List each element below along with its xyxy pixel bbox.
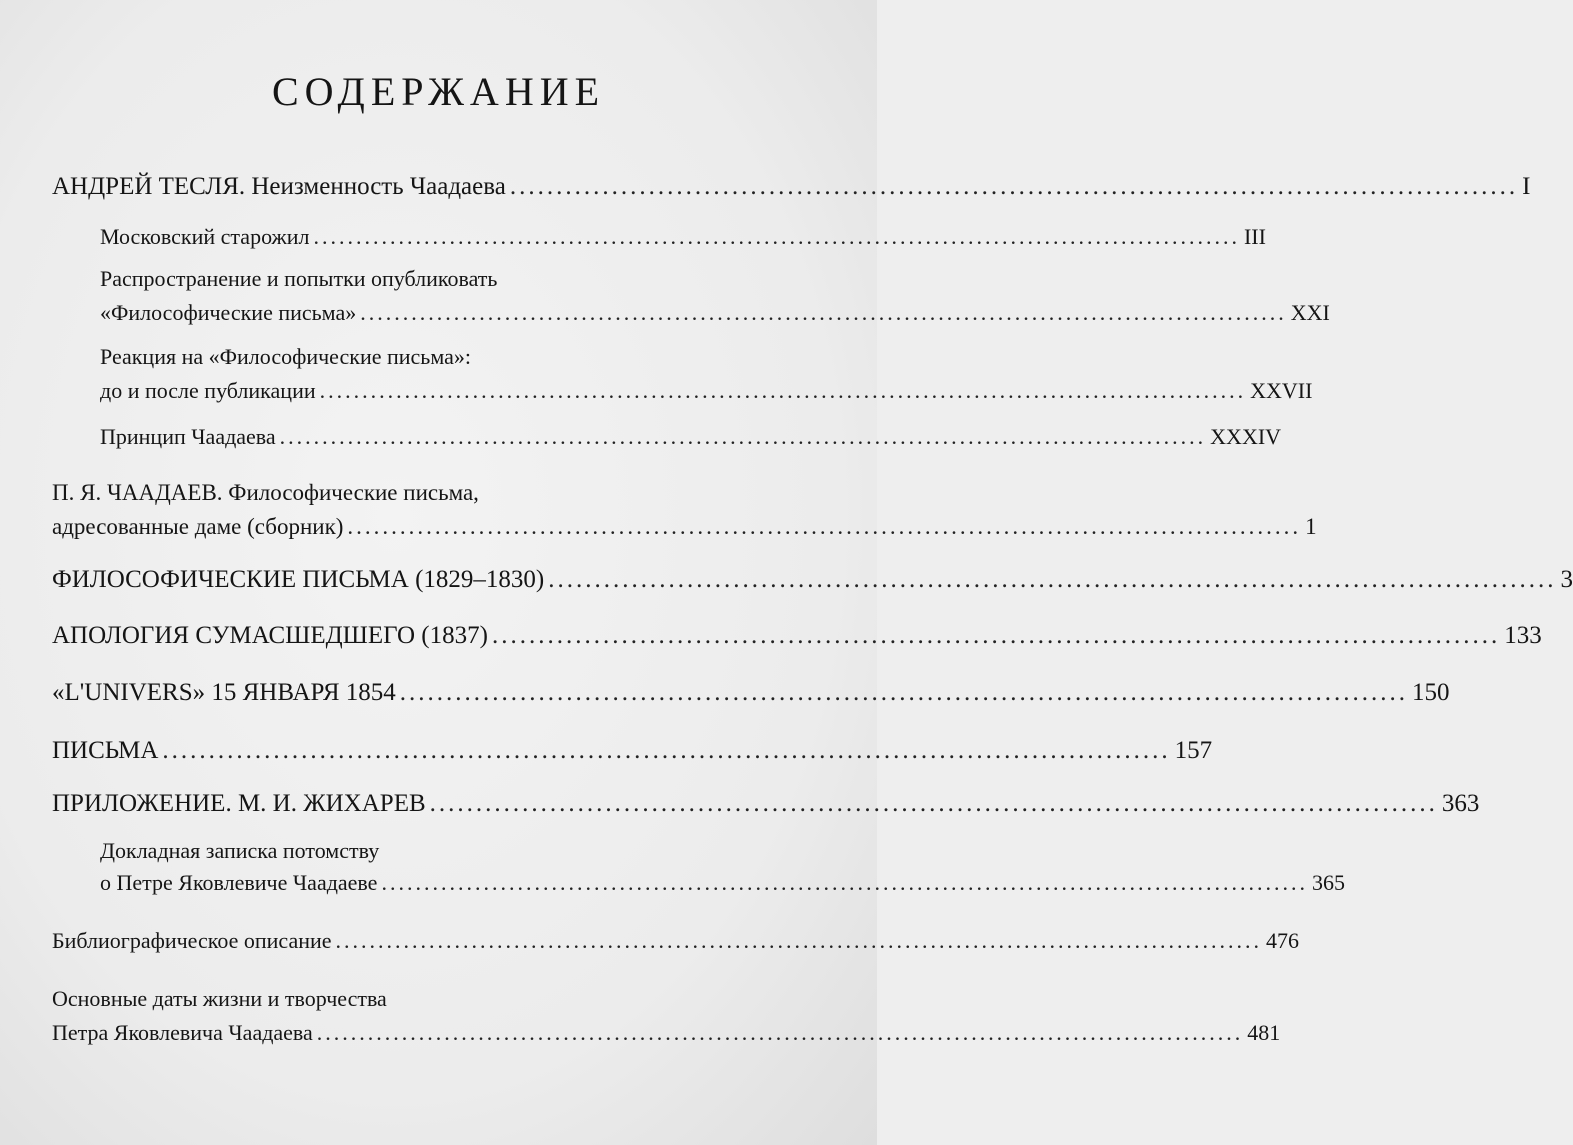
leader-dots: ............................................................................................................. <box>548 566 1557 593</box>
toc-entry-page: 157 <box>1174 737 1213 764</box>
toc-entry-title: АНДРЕЙ ТЕСЛЯ. Неизменность Чаадаева <box>52 173 506 200</box>
toc-entry-page: XXXIV <box>1210 424 1282 449</box>
leader-dots: ............................................................................................................. <box>491 622 1501 649</box>
leader-dots: ............................................................................................................. <box>399 679 1408 706</box>
toc-entry-page: XXVII <box>1250 378 1313 403</box>
leader-dots: ............................................................................................................. <box>335 928 1263 953</box>
toc-entry <box>52 928 1300 954</box>
toc-entry-title: «Философические письма» <box>100 300 357 325</box>
leader-dots: ............................................................................................................. <box>319 378 1247 403</box>
leader-dots: ............................................................................................................. <box>347 514 1302 539</box>
toc-entry-title: ФИЛОСОФИЧЕСКИЕ ПИСЬМА (1829–1830) <box>52 566 545 593</box>
toc-entry-page: I <box>1522 173 1531 200</box>
toc-entry <box>52 790 1480 818</box>
toc-entry <box>100 266 1330 326</box>
toc-entry-title-line1: Докладная записка потомству <box>100 838 380 863</box>
toc-entry-page: 481 <box>1247 1020 1281 1045</box>
toc-entry <box>52 173 1531 201</box>
toc-entry-title-line1: Основные даты жизни и творчества <box>52 986 387 1011</box>
toc-entry-title-line1: Распространение и попытки опубликовать <box>100 266 498 291</box>
toc-entry-title: АПОЛОГИЯ СУМАСШЕДШЕГО (1837) <box>52 622 488 649</box>
toc-entry-title: Библиографическое описание <box>52 928 332 953</box>
toc-entry-title: Принцип Чаадаева <box>100 424 276 449</box>
toc-entry <box>52 566 1573 594</box>
toc-entry-page: 365 <box>1311 870 1345 895</box>
toc-entry <box>100 344 1313 404</box>
leader-dots: ............................................................................................................. <box>429 790 1438 817</box>
leader-dots: ............................................................................................................. <box>509 173 1519 200</box>
toc-entry <box>52 480 1317 540</box>
toc-entry <box>52 622 1542 650</box>
toc-entry-title: Московский старожил <box>100 224 310 249</box>
toc-entry-title: ПРИЛОЖЕНИЕ. М. И. ЖИХАРЕВ <box>52 790 426 817</box>
toc-entry-page: 3 <box>1560 566 1573 593</box>
leader-dots: ............................................................................................................. <box>316 1020 1244 1045</box>
toc-entry <box>100 224 1266 250</box>
toc-entry <box>100 838 1345 896</box>
toc-entry-page: 363 <box>1441 790 1480 817</box>
leader-dots: ............................................................................................................. <box>313 224 1240 249</box>
toc-entry-page: XXI <box>1290 300 1330 325</box>
toc-entry-title-line1: Реакция на «Философические письма»: <box>100 344 471 369</box>
toc-entry-title: о Петре Яковлевиче Чаадаеве <box>100 870 378 895</box>
toc-entry-title: ПИСЬМА <box>52 737 159 764</box>
toc-entry <box>52 737 1213 765</box>
toc-entry-title: адресованные даме (сборник) <box>52 514 344 539</box>
toc-entry <box>100 424 1282 450</box>
page-title: СОДЕРЖАНИЕ <box>271 69 606 114</box>
leader-dots: ............................................................................................................. <box>360 300 1287 325</box>
toc-entry-title-line1: П. Я. ЧААДАЕВ. Философические письма, <box>52 480 479 505</box>
leader-dots: ............................................................................................................. <box>279 424 1207 449</box>
leader-dots: ............................................................................................................. <box>162 737 1171 764</box>
toc-entry <box>52 986 1281 1046</box>
toc-entry <box>52 679 1450 707</box>
toc-entry-title: «L'UNIVERS» 15 ЯНВАРЯ 1854 <box>52 679 396 706</box>
toc-entry-page: 133 <box>1504 622 1542 649</box>
toc-entry-title: Петра Яковлевича Чаадаева <box>52 1020 313 1045</box>
toc-entry-page: III <box>1243 224 1266 249</box>
toc-entry-page: 150 <box>1412 679 1450 706</box>
toc-entry-title: до и после публикации <box>100 378 316 403</box>
toc-entry-page: 1 <box>1305 514 1317 539</box>
toc-entry-page: 476 <box>1266 928 1300 953</box>
leader-dots: ............................................................................................................. <box>381 870 1308 895</box>
